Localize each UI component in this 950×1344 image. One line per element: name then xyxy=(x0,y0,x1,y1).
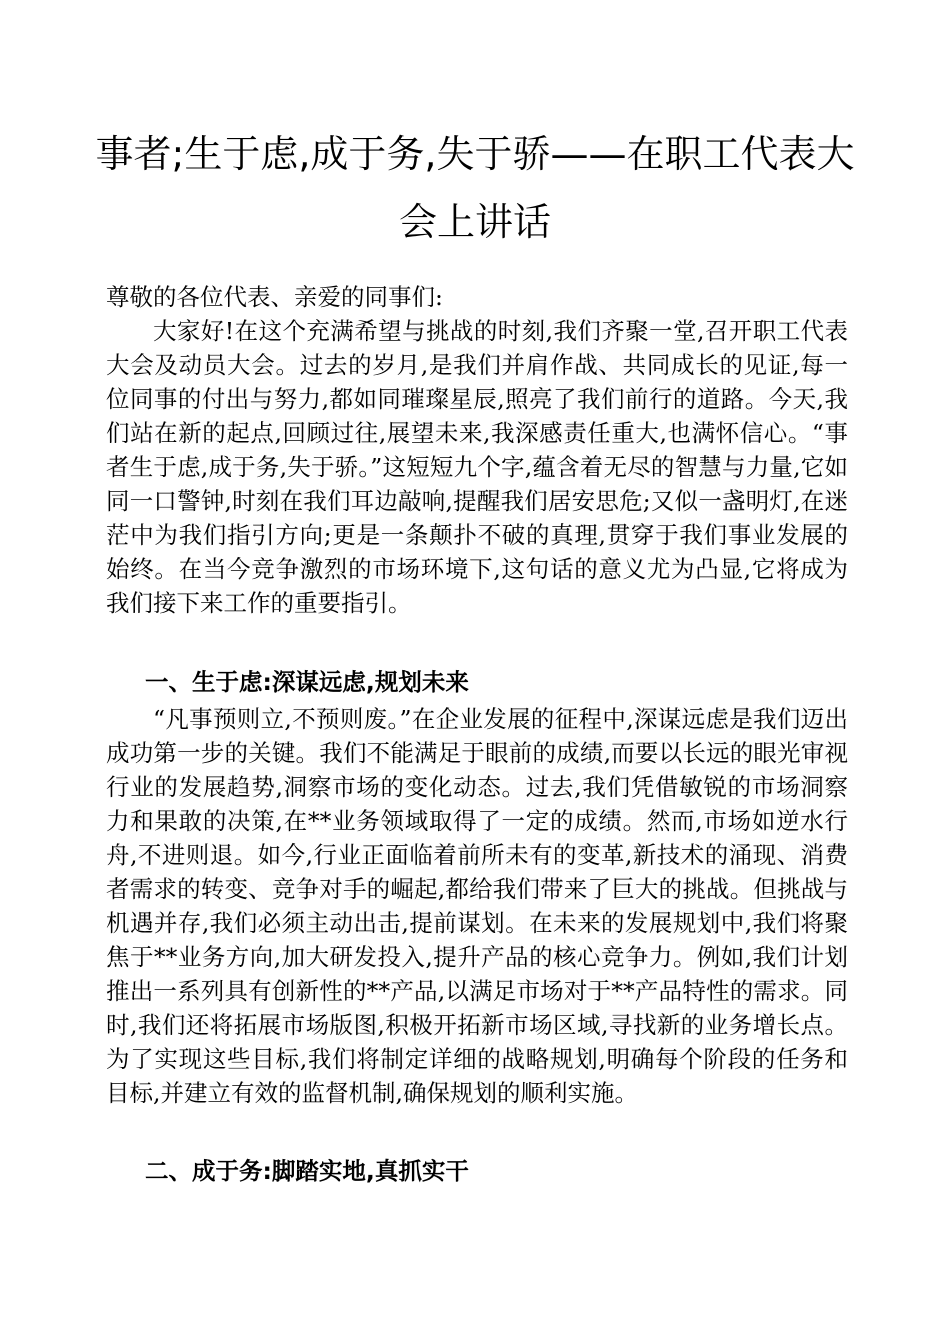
section-heading-1: 一、生于虑:深谋远虑,规划未来 xyxy=(145,668,469,696)
section-heading-2: 二、成于务:脚踏实地,真抓实干 xyxy=(145,1157,469,1185)
salutation: 尊敬的各位代表、亲爱的同事们: xyxy=(106,283,443,311)
paragraph-intro: 大家好!在这个充满希望与挑战的时刻,我们齐聚一堂,召开职工代表大会及动员大会。过去的岁月,是我们并肩作战、共同成长的见证,每一位同事的付出与努力,都如同璀璨星辰,照亮了我们前行的道路。今天,我们站在新的起点,回顾过往,展望未来,我深感责任重大,也满怀信心。“事者生于虑,成于务,失于骄。”这短短九个字,蕴含着无尽的智慧与力量,它如同一口警钟,时刻在我们耳边敲响,提醒我们居安思危;又似一盏明灯,在迷茫中为我们指引方向;更是一条颠扑不破的真理,贯穿于我们事业发展的始终。在当今竞争激烈的市场环境下,这句话的意义尤为凸显,它将成为我们接下来工作的重要指引。 xyxy=(106,317,848,617)
paragraph-section-1: “凡事预则立,不预则废。”在企业发展的征程中,深谋远虑是我们迈出成功第一步的关键。我们不能满足于眼前的成绩,而要以长远的眼光审视行业的发展趋势,洞察市场的变化动态。过去,我们凭借敏锐的市场洞察力和果敢的决策,在**业务领域取得了一定的成绩。然而,市场如逆水行舟,不进则退。如今,行业正面临着前所未有的变革,新技术的涌现、消费者需求的转变、竞争对手的崛起,都给我们带来了巨大的挑战。但挑战与机遇并存,我们必须主动出击,提前谋划。在未来的发展规划中,我们将聚焦于**业务方向,加大研发投入,提升产品的核心竞争力。例如,我们计划推出一系列具有创新性的**产品,以满足市场对于**产品特性的需求。同时,我们还将拓展市场版图,积极开拓新市场区域,寻找新的业务增长点。为了实现这些目标,我们将制定详细的战略规划,明确每个阶段的任务和目标,并建立有效的监督机制,确保规划的顺利实施。 xyxy=(106,705,848,1107)
document-title-line-1: 事者;生于虑,成于务,失于骄——在职工代表大 xyxy=(95,132,855,176)
document-title-line-2: 会上讲话 xyxy=(398,200,551,244)
